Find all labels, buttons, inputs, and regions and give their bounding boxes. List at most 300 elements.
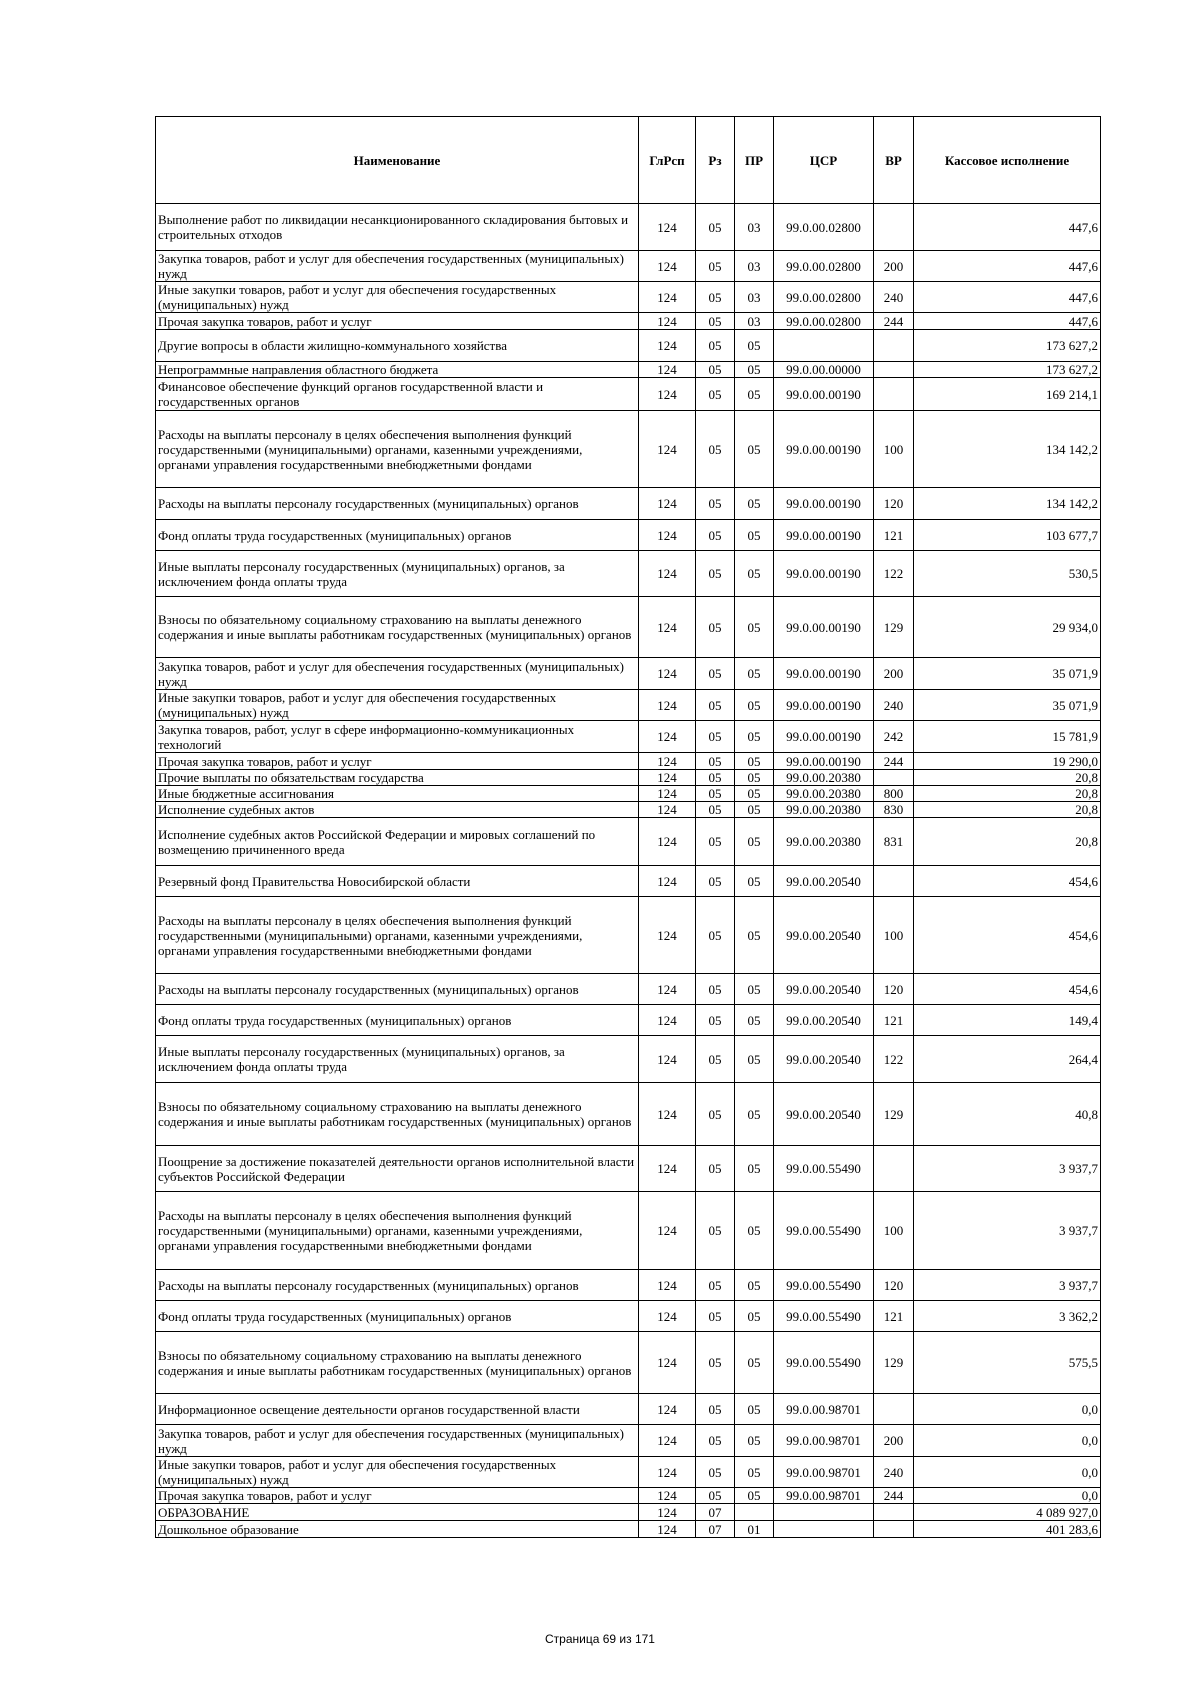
amount-cell: 3 937,7 xyxy=(914,1270,1101,1301)
csr-cell: 99.0.00.00000 xyxy=(774,362,874,378)
vr-cell: 244 xyxy=(874,1488,914,1504)
csr-cell: 99.0.00.00190 xyxy=(774,721,874,753)
rz-cell: 05 xyxy=(696,753,735,770)
table-row xyxy=(156,1457,1101,1488)
pr-cell: 05 xyxy=(735,897,774,974)
pr-cell: 05 xyxy=(735,866,774,897)
vr-cell: 122 xyxy=(874,551,914,597)
amount-cell: 173 627,2 xyxy=(914,330,1101,362)
name-cell: Расходы на выплаты персоналу в целях обеспечения выполнения функций государственными (муниципальными) органами, казенными учреждениями, органами управления государственными внебюджетными фондами xyxy=(156,1192,639,1270)
name-cell: Иные закупки товаров, работ и услуг для обеспечения государственных (муниципальных) нужд xyxy=(156,1457,639,1488)
table-row xyxy=(156,204,1101,251)
vr-cell: 129 xyxy=(874,1332,914,1394)
name-cell: Фонд оплаты труда государственных (муниципальных) органов xyxy=(156,1301,639,1332)
pr-cell: 05 xyxy=(735,1270,774,1301)
glrsp-cell: 124 xyxy=(639,204,696,251)
amount-cell: 169 214,1 xyxy=(914,378,1101,411)
amount-cell: 575,5 xyxy=(914,1332,1101,1394)
vr-cell: 240 xyxy=(874,1457,914,1488)
table-row xyxy=(156,1146,1101,1192)
rz-cell: 05 xyxy=(696,362,735,378)
amount-cell: 454,6 xyxy=(914,866,1101,897)
header-vr: ВР xyxy=(874,117,914,204)
rz-cell: 07 xyxy=(696,1521,735,1538)
amount-cell: 447,6 xyxy=(914,282,1101,313)
name-cell: Закупка товаров, работ, услуг в сфере информационно-коммуникационных технологий xyxy=(156,721,639,753)
glrsp-cell: 124 xyxy=(639,313,696,330)
rz-cell: 05 xyxy=(696,818,735,866)
table-row xyxy=(156,378,1101,411)
vr-cell xyxy=(874,204,914,251)
pr-cell: 03 xyxy=(735,313,774,330)
vr-cell: 129 xyxy=(874,1083,914,1146)
rz-cell: 05 xyxy=(696,282,735,313)
name-cell: Финансовое обеспечение функций органов государственной власти и государственных органов xyxy=(156,378,639,411)
name-cell: Закупка товаров, работ и услуг для обеспечения государственных (муниципальных) нужд xyxy=(156,1425,639,1457)
glrsp-cell: 124 xyxy=(639,1083,696,1146)
name-cell: Прочая закупка товаров, работ и услуг xyxy=(156,313,639,330)
pr-cell: 05 xyxy=(735,690,774,721)
csr-cell: 99.0.00.00190 xyxy=(774,690,874,721)
header-csr: ЦСР xyxy=(774,117,874,204)
table-row xyxy=(156,1504,1101,1521)
table-row xyxy=(156,802,1101,818)
table-row xyxy=(156,362,1101,378)
vr-cell: 800 xyxy=(874,786,914,802)
pr-cell: 05 xyxy=(735,770,774,786)
vr-cell: 240 xyxy=(874,282,914,313)
amount-cell: 35 071,9 xyxy=(914,690,1101,721)
vr-cell: 100 xyxy=(874,1192,914,1270)
vr-cell xyxy=(874,1521,914,1538)
name-cell: Дошкольное образование xyxy=(156,1521,639,1538)
amount-cell: 20,8 xyxy=(914,786,1101,802)
rz-cell: 05 xyxy=(696,897,735,974)
glrsp-cell: 124 xyxy=(639,488,696,520)
table-row xyxy=(156,488,1101,520)
table-body xyxy=(156,204,1101,1538)
name-cell: Информационное освещение деятельности органов государственной власти xyxy=(156,1394,639,1425)
header-glrsp: ГлРсп xyxy=(639,117,696,204)
name-cell: Расходы на выплаты персоналу государственных (муниципальных) органов xyxy=(156,488,639,520)
pr-cell: 05 xyxy=(735,1301,774,1332)
glrsp-cell: 124 xyxy=(639,597,696,658)
rz-cell: 05 xyxy=(696,1083,735,1146)
glrsp-cell: 124 xyxy=(639,411,696,488)
vr-cell xyxy=(874,1146,914,1192)
glrsp-cell: 124 xyxy=(639,786,696,802)
vr-cell: 244 xyxy=(874,313,914,330)
table-row xyxy=(156,1394,1101,1425)
table-row xyxy=(156,818,1101,866)
header-pr: ПР xyxy=(735,117,774,204)
name-cell: Фонд оплаты труда государственных (муниципальных) органов xyxy=(156,520,639,551)
pr-cell: 05 xyxy=(735,786,774,802)
vr-cell: 129 xyxy=(874,597,914,658)
table-row xyxy=(156,1005,1101,1036)
glrsp-cell: 124 xyxy=(639,658,696,690)
header-rz: Рз xyxy=(696,117,735,204)
rz-cell: 05 xyxy=(696,1005,735,1036)
table-row xyxy=(156,786,1101,802)
pr-cell: 05 xyxy=(735,658,774,690)
vr-cell xyxy=(874,866,914,897)
vr-cell: 244 xyxy=(874,753,914,770)
csr-cell: 99.0.00.00190 xyxy=(774,658,874,690)
csr-cell: 99.0.00.98701 xyxy=(774,1394,874,1425)
amount-cell: 454,6 xyxy=(914,974,1101,1005)
pr-cell: 05 xyxy=(735,1146,774,1192)
csr-cell: 99.0.00.55490 xyxy=(774,1332,874,1394)
table-row xyxy=(156,1488,1101,1504)
name-cell: Непрограммные направления областного бюджета xyxy=(156,362,639,378)
amount-cell: 447,6 xyxy=(914,204,1101,251)
pr-cell: 05 xyxy=(735,974,774,1005)
csr-cell: 99.0.00.00190 xyxy=(774,411,874,488)
table-row xyxy=(156,313,1101,330)
vr-cell: 200 xyxy=(874,658,914,690)
vr-cell: 120 xyxy=(874,1270,914,1301)
vr-cell: 121 xyxy=(874,520,914,551)
rz-cell: 05 xyxy=(696,597,735,658)
header-name: Наименование xyxy=(156,117,639,204)
vr-cell xyxy=(874,1394,914,1425)
amount-cell: 530,5 xyxy=(914,551,1101,597)
table-row xyxy=(156,866,1101,897)
amount-cell: 447,6 xyxy=(914,313,1101,330)
table-row xyxy=(156,1036,1101,1083)
rz-cell: 05 xyxy=(696,1146,735,1192)
glrsp-cell: 124 xyxy=(639,753,696,770)
glrsp-cell: 124 xyxy=(639,897,696,974)
name-cell: Расходы на выплаты персоналу государственных (муниципальных) органов xyxy=(156,1270,639,1301)
amount-cell: 0,0 xyxy=(914,1394,1101,1425)
pr-cell: 05 xyxy=(735,1332,774,1394)
csr-cell: 99.0.00.98701 xyxy=(774,1457,874,1488)
name-cell: Закупка товаров, работ и услуг для обеспечения государственных (муниципальных) нужд xyxy=(156,251,639,282)
amount-cell: 103 677,7 xyxy=(914,520,1101,551)
vr-cell: 122 xyxy=(874,1036,914,1083)
rz-cell: 05 xyxy=(696,1332,735,1394)
table-row xyxy=(156,1521,1101,1538)
vr-cell: 121 xyxy=(874,1005,914,1036)
name-cell: Иные бюджетные ассигнования xyxy=(156,786,639,802)
glrsp-cell: 124 xyxy=(639,520,696,551)
table-row xyxy=(156,658,1101,690)
table-row xyxy=(156,690,1101,721)
vr-cell: 200 xyxy=(874,251,914,282)
amount-cell: 264,4 xyxy=(914,1036,1101,1083)
amount-cell: 15 781,9 xyxy=(914,721,1101,753)
glrsp-cell: 124 xyxy=(639,1394,696,1425)
amount-cell: 0,0 xyxy=(914,1425,1101,1457)
pr-cell: 05 xyxy=(735,1488,774,1504)
pr-cell: 05 xyxy=(735,1457,774,1488)
vr-cell xyxy=(874,1504,914,1521)
csr-cell: 99.0.00.02800 xyxy=(774,282,874,313)
table-row xyxy=(156,597,1101,658)
name-cell: Прочие выплаты по обязательствам государства xyxy=(156,770,639,786)
table-row xyxy=(156,1083,1101,1146)
rz-cell: 05 xyxy=(696,1270,735,1301)
csr-cell: 99.0.00.20380 xyxy=(774,802,874,818)
amount-cell: 134 142,2 xyxy=(914,488,1101,520)
name-cell: Взносы по обязательному социальному страхованию на выплаты денежного содержания и иные выплаты работникам государственных (муниципальных) органов xyxy=(156,1083,639,1146)
table-row xyxy=(156,753,1101,770)
rz-cell: 05 xyxy=(696,866,735,897)
name-cell: Резервный фонд Правительства Новосибирской области xyxy=(156,866,639,897)
rz-cell: 05 xyxy=(696,1394,735,1425)
name-cell: Иные закупки товаров, работ и услуг для обеспечения государственных (муниципальных) нужд xyxy=(156,282,639,313)
amount-cell: 173 627,2 xyxy=(914,362,1101,378)
csr-cell: 99.0.00.55490 xyxy=(774,1270,874,1301)
table-row xyxy=(156,1301,1101,1332)
rz-cell: 05 xyxy=(696,690,735,721)
rz-cell: 05 xyxy=(696,251,735,282)
glrsp-cell: 124 xyxy=(639,1301,696,1332)
name-cell: ОБРАЗОВАНИЕ xyxy=(156,1504,639,1521)
rz-cell: 05 xyxy=(696,313,735,330)
rz-cell: 05 xyxy=(696,1036,735,1083)
name-cell: Расходы на выплаты персоналу в целях обеспечения выполнения функций государственными (муниципальными) органами, казенными учреждениями, органами управления государственными внебюджетными фондами xyxy=(156,411,639,488)
table-row xyxy=(156,721,1101,753)
amount-cell: 134 142,2 xyxy=(914,411,1101,488)
glrsp-cell: 124 xyxy=(639,818,696,866)
name-cell: Прочая закупка товаров, работ и услуг xyxy=(156,753,639,770)
rz-cell: 05 xyxy=(696,378,735,411)
name-cell: Поощрение за достижение показателей деятельности органов исполнительной власти субъектов Российской Федерации xyxy=(156,1146,639,1192)
pr-cell: 05 xyxy=(735,1083,774,1146)
csr-cell xyxy=(774,1504,874,1521)
vr-cell: 121 xyxy=(874,1301,914,1332)
vr-cell: 200 xyxy=(874,1425,914,1457)
pr-cell: 05 xyxy=(735,1192,774,1270)
glrsp-cell: 124 xyxy=(639,362,696,378)
pr-cell: 05 xyxy=(735,378,774,411)
amount-cell: 3 937,7 xyxy=(914,1192,1101,1270)
rz-cell: 07 xyxy=(696,1504,735,1521)
amount-cell: 19 290,0 xyxy=(914,753,1101,770)
glrsp-cell: 124 xyxy=(639,1488,696,1504)
glrsp-cell: 124 xyxy=(639,974,696,1005)
glrsp-cell: 124 xyxy=(639,1521,696,1538)
csr-cell xyxy=(774,1521,874,1538)
table-row xyxy=(156,897,1101,974)
csr-cell: 99.0.00.02800 xyxy=(774,204,874,251)
pr-cell: 05 xyxy=(735,520,774,551)
pr-cell: 03 xyxy=(735,251,774,282)
glrsp-cell: 124 xyxy=(639,1425,696,1457)
name-cell: Взносы по обязательному социальному страхованию на выплаты денежного содержания и иные выплаты работникам государственных (муниципальных) органов xyxy=(156,1332,639,1394)
name-cell: Другие вопросы в области жилищно-коммунального хозяйства xyxy=(156,330,639,362)
glrsp-cell: 124 xyxy=(639,770,696,786)
glrsp-cell: 124 xyxy=(639,282,696,313)
csr-cell: 99.0.00.00190 xyxy=(774,597,874,658)
glrsp-cell: 124 xyxy=(639,378,696,411)
name-cell: Расходы на выплаты персоналу в целях обеспечения выполнения функций государственными (муниципальными) органами, казенными учреждениями, органами управления государственными внебюджетными фондами xyxy=(156,897,639,974)
csr-cell: 99.0.00.00190 xyxy=(774,551,874,597)
pr-cell: 05 xyxy=(735,818,774,866)
table-row xyxy=(156,520,1101,551)
table-row xyxy=(156,1192,1101,1270)
glrsp-cell: 124 xyxy=(639,1005,696,1036)
name-cell: Исполнение судебных актов Российской Федерации и мировых соглашений по возмещению причиненного вреда xyxy=(156,818,639,866)
pr-cell: 05 xyxy=(735,1036,774,1083)
vr-cell xyxy=(874,378,914,411)
glrsp-cell: 124 xyxy=(639,802,696,818)
name-cell: Закупка товаров, работ и услуг для обеспечения государственных (муниципальных) нужд xyxy=(156,658,639,690)
csr-cell: 99.0.00.55490 xyxy=(774,1301,874,1332)
glrsp-cell: 124 xyxy=(639,721,696,753)
header-amount: Кассовое исполнение xyxy=(914,117,1101,204)
table-row xyxy=(156,770,1101,786)
table-row xyxy=(156,330,1101,362)
table-row xyxy=(156,282,1101,313)
csr-cell: 99.0.00.00190 xyxy=(774,378,874,411)
rz-cell: 05 xyxy=(696,330,735,362)
table-row xyxy=(156,251,1101,282)
csr-cell: 99.0.00.20540 xyxy=(774,1036,874,1083)
glrsp-cell: 124 xyxy=(639,1457,696,1488)
amount-cell: 4 089 927,0 xyxy=(914,1504,1101,1521)
pr-cell: 05 xyxy=(735,753,774,770)
vr-cell xyxy=(874,770,914,786)
rz-cell: 05 xyxy=(696,721,735,753)
table-row xyxy=(156,974,1101,1005)
name-cell: Выполнение работ по ликвидации несанкционированного складирования бытовых и строительных отходов xyxy=(156,204,639,251)
rz-cell: 05 xyxy=(696,1192,735,1270)
table-row xyxy=(156,411,1101,488)
amount-cell: 0,0 xyxy=(914,1457,1101,1488)
csr-cell: 99.0.00.55490 xyxy=(774,1146,874,1192)
rz-cell: 05 xyxy=(696,204,735,251)
amount-cell: 454,6 xyxy=(914,897,1101,974)
table-row xyxy=(156,551,1101,597)
vr-cell: 100 xyxy=(874,411,914,488)
glrsp-cell: 124 xyxy=(639,251,696,282)
csr-cell: 99.0.00.20380 xyxy=(774,770,874,786)
glrsp-cell: 124 xyxy=(639,690,696,721)
csr-cell: 99.0.00.02800 xyxy=(774,313,874,330)
csr-cell: 99.0.00.20540 xyxy=(774,897,874,974)
rz-cell: 05 xyxy=(696,770,735,786)
glrsp-cell: 124 xyxy=(639,1036,696,1083)
pr-cell: 05 xyxy=(735,488,774,520)
csr-cell: 99.0.00.98701 xyxy=(774,1425,874,1457)
glrsp-cell: 124 xyxy=(639,551,696,597)
glrsp-cell: 124 xyxy=(639,866,696,897)
rz-cell: 05 xyxy=(696,551,735,597)
rz-cell: 05 xyxy=(696,786,735,802)
csr-cell: 99.0.00.00190 xyxy=(774,753,874,770)
amount-cell: 20,8 xyxy=(914,818,1101,866)
csr-cell: 99.0.00.20540 xyxy=(774,1005,874,1036)
csr-cell: 99.0.00.00190 xyxy=(774,488,874,520)
glrsp-cell: 124 xyxy=(639,1270,696,1301)
name-cell: Расходы на выплаты персоналу государственных (муниципальных) органов xyxy=(156,974,639,1005)
vr-cell: 831 xyxy=(874,818,914,866)
vr-cell: 100 xyxy=(874,897,914,974)
vr-cell xyxy=(874,362,914,378)
budget-execution-table xyxy=(155,116,1101,1538)
rz-cell: 05 xyxy=(696,1457,735,1488)
pr-cell: 01 xyxy=(735,1521,774,1538)
amount-cell: 447,6 xyxy=(914,251,1101,282)
csr-cell: 99.0.00.02800 xyxy=(774,251,874,282)
glrsp-cell: 124 xyxy=(639,330,696,362)
rz-cell: 05 xyxy=(696,1425,735,1457)
pr-cell: 03 xyxy=(735,204,774,251)
rz-cell: 05 xyxy=(696,411,735,488)
table-header-row xyxy=(156,117,1101,204)
name-cell: Фонд оплаты труда государственных (муниципальных) органов xyxy=(156,1005,639,1036)
csr-cell: 99.0.00.00190 xyxy=(774,520,874,551)
table-row xyxy=(156,1270,1101,1301)
pr-cell: 05 xyxy=(735,721,774,753)
csr-cell: 99.0.00.98701 xyxy=(774,1488,874,1504)
amount-cell: 3 937,7 xyxy=(914,1146,1101,1192)
rz-cell: 05 xyxy=(696,488,735,520)
csr-cell xyxy=(774,330,874,362)
table-row xyxy=(156,1425,1101,1457)
rz-cell: 05 xyxy=(696,1488,735,1504)
vr-cell: 120 xyxy=(874,974,914,1005)
page-footer: Страница 69 из 171 xyxy=(545,1632,655,1646)
csr-cell: 99.0.00.20540 xyxy=(774,974,874,1005)
csr-cell: 99.0.00.20540 xyxy=(774,866,874,897)
rz-cell: 05 xyxy=(696,802,735,818)
vr-cell: 830 xyxy=(874,802,914,818)
vr-cell xyxy=(874,330,914,362)
pr-cell: 05 xyxy=(735,362,774,378)
amount-cell: 3 362,2 xyxy=(914,1301,1101,1332)
table-row xyxy=(156,1332,1101,1394)
amount-cell: 29 934,0 xyxy=(914,597,1101,658)
amount-cell: 0,0 xyxy=(914,1488,1101,1504)
pr-cell: 05 xyxy=(735,1425,774,1457)
amount-cell: 20,8 xyxy=(914,770,1101,786)
vr-cell: 120 xyxy=(874,488,914,520)
amount-cell: 20,8 xyxy=(914,802,1101,818)
rz-cell: 05 xyxy=(696,1301,735,1332)
glrsp-cell: 124 xyxy=(639,1504,696,1521)
pr-cell: 05 xyxy=(735,551,774,597)
pr-cell: 05 xyxy=(735,802,774,818)
name-cell: Взносы по обязательному социальному страхованию на выплаты денежного содержания и иные выплаты работникам государственных (муниципальных) органов xyxy=(156,597,639,658)
pr-cell xyxy=(735,1504,774,1521)
csr-cell: 99.0.00.55490 xyxy=(774,1192,874,1270)
vr-cell: 240 xyxy=(874,690,914,721)
csr-cell: 99.0.00.20540 xyxy=(774,1083,874,1146)
amount-cell: 40,8 xyxy=(914,1083,1101,1146)
csr-cell: 99.0.00.20380 xyxy=(774,818,874,866)
amount-cell: 149,4 xyxy=(914,1005,1101,1036)
pr-cell: 03 xyxy=(735,282,774,313)
vr-cell: 242 xyxy=(874,721,914,753)
pr-cell: 05 xyxy=(735,597,774,658)
pr-cell: 05 xyxy=(735,411,774,488)
name-cell: Прочая закупка товаров, работ и услуг xyxy=(156,1488,639,1504)
name-cell: Иные закупки товаров, работ и услуг для обеспечения государственных (муниципальных) нужд xyxy=(156,690,639,721)
pr-cell: 05 xyxy=(735,1394,774,1425)
rz-cell: 05 xyxy=(696,658,735,690)
glrsp-cell: 124 xyxy=(639,1332,696,1394)
name-cell: Исполнение судебных актов xyxy=(156,802,639,818)
rz-cell: 05 xyxy=(696,520,735,551)
name-cell: Иные выплаты персоналу государственных (муниципальных) органов, за исключением фонда оплаты труда xyxy=(156,551,639,597)
csr-cell: 99.0.00.20380 xyxy=(774,786,874,802)
amount-cell: 35 071,9 xyxy=(914,658,1101,690)
